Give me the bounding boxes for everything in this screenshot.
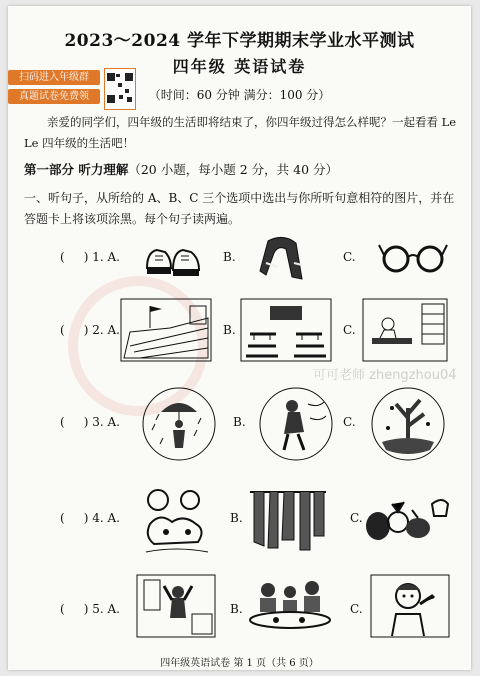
- exam-page: [8, 6, 471, 670]
- question-1-label[interactable]: ( ) 1. A.: [60, 250, 120, 264]
- section-title: 第一部分 听力理解: [24, 162, 129, 177]
- animals-icon: [136, 486, 216, 558]
- question-3: [8, 382, 471, 462]
- scarf-icon: [258, 233, 308, 283]
- qr-line-2: 真题试卷免费领: [8, 89, 100, 104]
- playground-icon: [120, 298, 212, 362]
- question-3-label[interactable]: ( ) 3. A.: [60, 415, 120, 429]
- family-dinner-icon: [246, 576, 332, 636]
- clothes-icon: [248, 488, 328, 554]
- get-dressed-icon: [136, 574, 216, 638]
- vegetables-icon: [362, 490, 452, 546]
- question-3-option-b[interactable]: B.: [233, 415, 246, 429]
- windy-icon: [258, 384, 334, 464]
- section-note: （20 小题，每小题 2 分，共 40 分）: [128, 162, 338, 177]
- question-2-option-b[interactable]: B.: [223, 323, 236, 337]
- brush-teeth-icon: [370, 574, 450, 638]
- question-5-option-b[interactable]: B.: [230, 602, 243, 616]
- section-heading: [24, 160, 338, 178]
- question-1-option-c[interactable]: C.: [343, 250, 356, 264]
- question-5: [8, 574, 471, 654]
- library-icon: [362, 298, 448, 362]
- exam-time-info: （时间：60 分钟 满分：100 分）: [148, 88, 331, 102]
- glasses-icon: [378, 241, 448, 273]
- question-4: [8, 478, 471, 558]
- shoes-icon: [143, 238, 203, 280]
- qr-line-1: 扫码进入年级群: [8, 70, 100, 85]
- question-4-label[interactable]: ( ) 4. A.: [60, 511, 120, 525]
- question-5-label[interactable]: ( ) 5. A.: [60, 602, 120, 616]
- exam-subtitle: 四年级 英语试卷: [172, 57, 307, 76]
- page-footer: 四年级英语试卷 第 1 页（共 6 页）: [160, 658, 319, 669]
- watermark-text: 可可老师 zhengzhou04: [313, 368, 457, 383]
- rainy-icon: [141, 384, 217, 464]
- question-4-option-b[interactable]: B.: [230, 511, 243, 525]
- question-5-option-c[interactable]: C.: [350, 602, 363, 616]
- question-2: [8, 296, 471, 376]
- question-1-option-b[interactable]: B.: [223, 250, 236, 264]
- question-2-label[interactable]: ( ) 2. A.: [60, 323, 120, 337]
- question-2-option-c[interactable]: C.: [343, 323, 356, 337]
- intro-paragraph: 亲爱的同学们，四年级的生活即将结束了，你四年级过得怎么样呢？一起看看 Le Le 四年级的生活吧！: [24, 115, 457, 150]
- instruction-text: 一、听句子，从所给的 A、B、C 三个选项中选出与你所听句意相符的图片，并在答题卡上将该项涂黑。每个句子读两遍。: [24, 191, 455, 226]
- classroom-icon: [240, 298, 332, 362]
- exam-title: 2023～2024 学年下学期期末学业水平测试: [64, 31, 415, 51]
- snowy-icon: [370, 384, 446, 464]
- question-4-option-c[interactable]: C.: [350, 511, 363, 525]
- question-3-option-c[interactable]: C.: [343, 415, 356, 429]
